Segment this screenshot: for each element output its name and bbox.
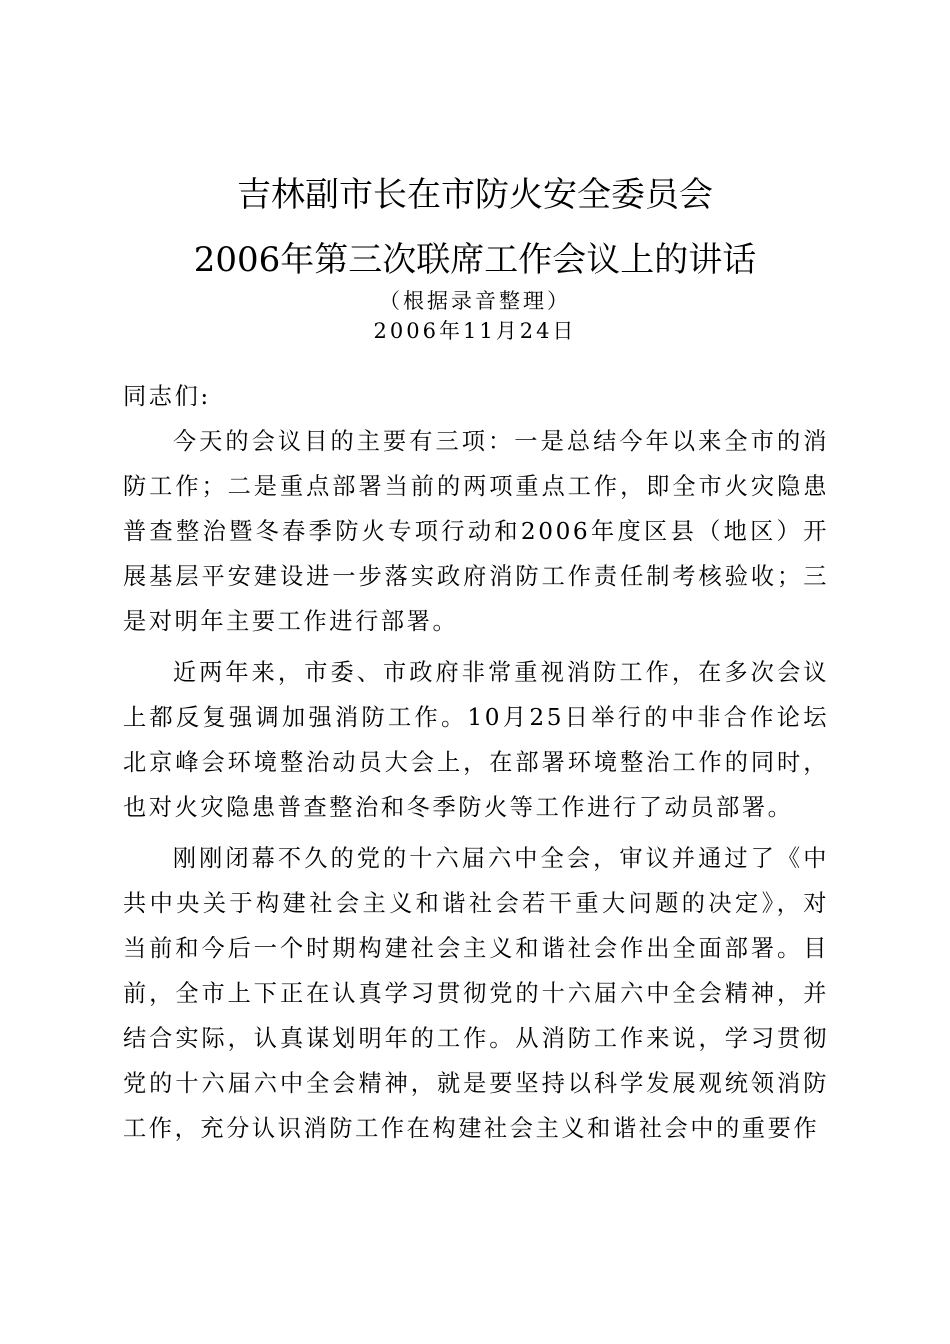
title-line-1: 吉林副市长在市防火安全委员会	[237, 175, 713, 215]
title-line-2: 2006年第三次联席工作会议上的讲话	[193, 240, 757, 280]
paragraph-2: 近两年来，市委、市政府非常重视消防工作，在多次会议上都反复强调加强消防工作。10月25日举行的中非合作论坛北京峰会环境整治动员大会上，在部署环境整治工作的同时，也对火灾隐患普查整治和冬季防火等工作进行了动员部署。	[123, 659, 829, 821]
paragraph-1: 今天的会议目的主要有三项：一是总结今年以来全市的消防工作；二是重点部署当前的两项重点工作，即全市火灾隐患普查整治暨冬春季防火专项行动和2006年度区县（地区）开展基层平安建设进一步落实政府消防工作责任制考核验收；三是对明年主要工作进行部署。	[123, 428, 829, 635]
speech-body	[123, 374, 829, 1151]
salutation: 同志们:	[123, 383, 211, 410]
speech-date: 2006年11月24日	[373, 319, 577, 343]
transcription-note: （根据录音整理）	[379, 289, 571, 313]
paragraph-3: 刚刚闭幕不久的党的十六届六中全会，审议并通过了《中共中央关于构建社会主义和谐社会若干重大问题的决定》，对当前和今后一个时期构建社会主义和谐社会作出全面部署。目前，全市上下正在认真学习贯彻党的十六届六中全会精神，并结合实际，认真谋划明年的工作。从消防工作来说，学习贯彻党的十六届六中全会精神，就是要坚持以科学发展观统领消防工作，充分认识消防工作在构建社会主义和谐社会中的重要作	[123, 845, 829, 1142]
